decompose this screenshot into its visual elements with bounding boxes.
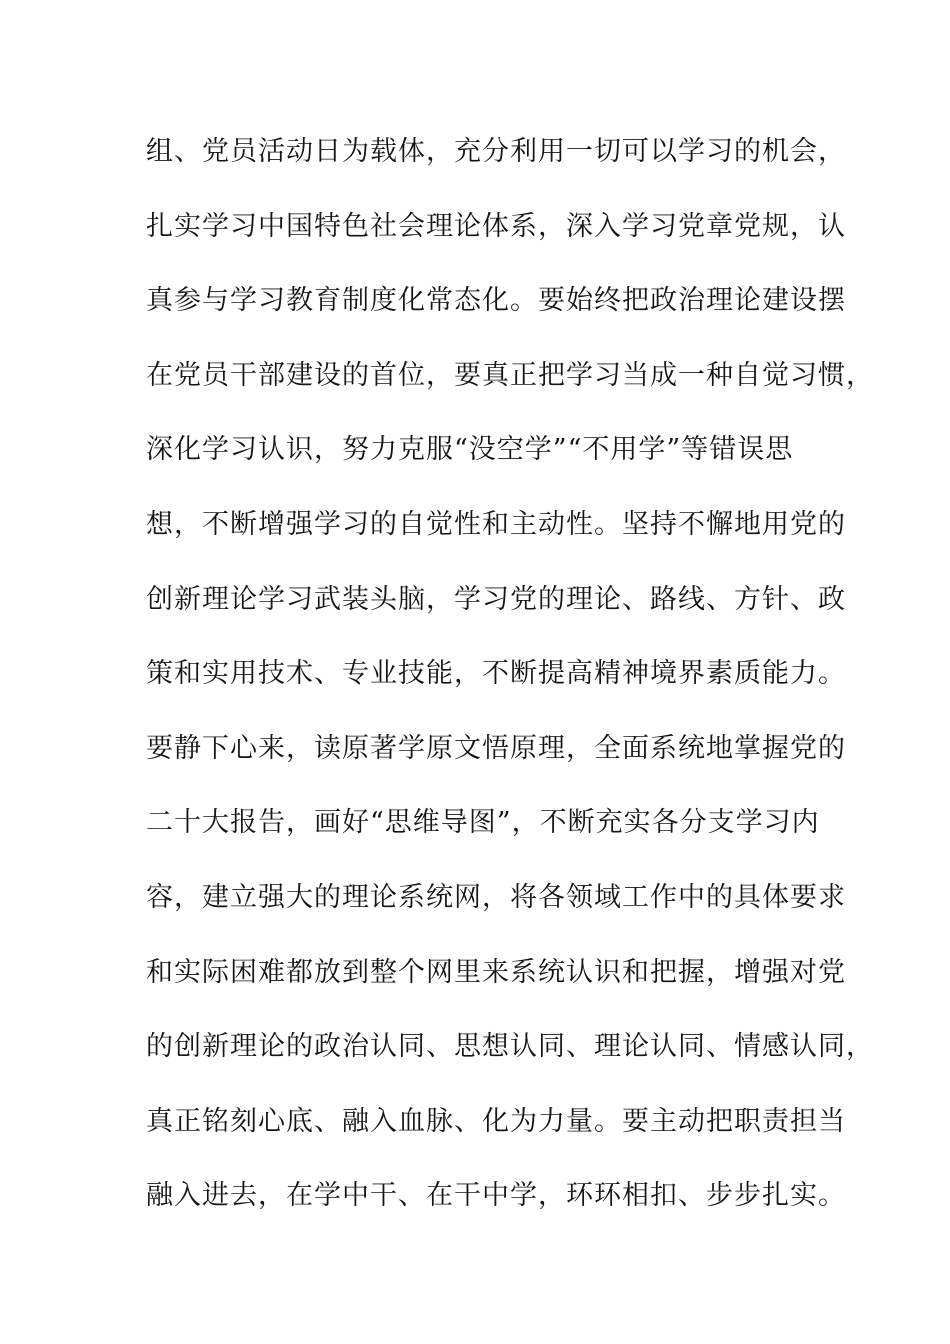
text-line-6: 想，不断增强学习的自觉性和主动性。坚持不懈地用党的 <box>146 508 846 540</box>
text-line-9: 要静下心来，读原著学原文悟原理，全面系统地掌握党的 <box>146 732 846 764</box>
text-line-14: 真正铭刻心底、融入血脉、化为力量。要主动把职责担当 <box>146 1105 846 1137</box>
text-line-8: 策和实用技术、专业技能，不断提高精神境界素质能力。 <box>146 658 846 690</box>
body-text <box>146 132 874 1251</box>
text-line-15: 融入进去，在学中干、在干中学，环环相扣、步步扎实。 <box>146 1180 846 1212</box>
text-line-11: 容，建立强大的理论系统网，将各领域工作中的具体要求 <box>146 881 846 913</box>
text-line-7: 创新理论学习武装头脑，学习党的理论、路线、方针、政 <box>146 583 846 615</box>
text-line-1: 组、党员活动日为载体，充分利用一切可以学习的机会， <box>146 136 846 167</box>
text-line-5: 深化学习认识，努力克服“没空学”“不用学”等错误思 <box>146 434 794 466</box>
text-line-2: 扎实学习中国特色社会理论体系，深入学习党章党规，认 <box>146 210 846 242</box>
text-line-3: 真参与学习教育制度化常态化。要始终把政治理论建设摆 <box>146 285 846 317</box>
text-line-4: 在党员干部建设的首位，要真正把学习当成一种自觉习惯， <box>146 359 874 391</box>
text-line-13: 的创新理论的政治认同、思想认同、理论认同、情感认同， <box>146 1031 874 1063</box>
text-line-12: 和实际困难都放到整个网里来系统认识和把握，增强对党 <box>146 956 846 988</box>
text-line-10: 二十大报告，画好“思维导图”，不断充实各分支学习内 <box>146 807 820 839</box>
